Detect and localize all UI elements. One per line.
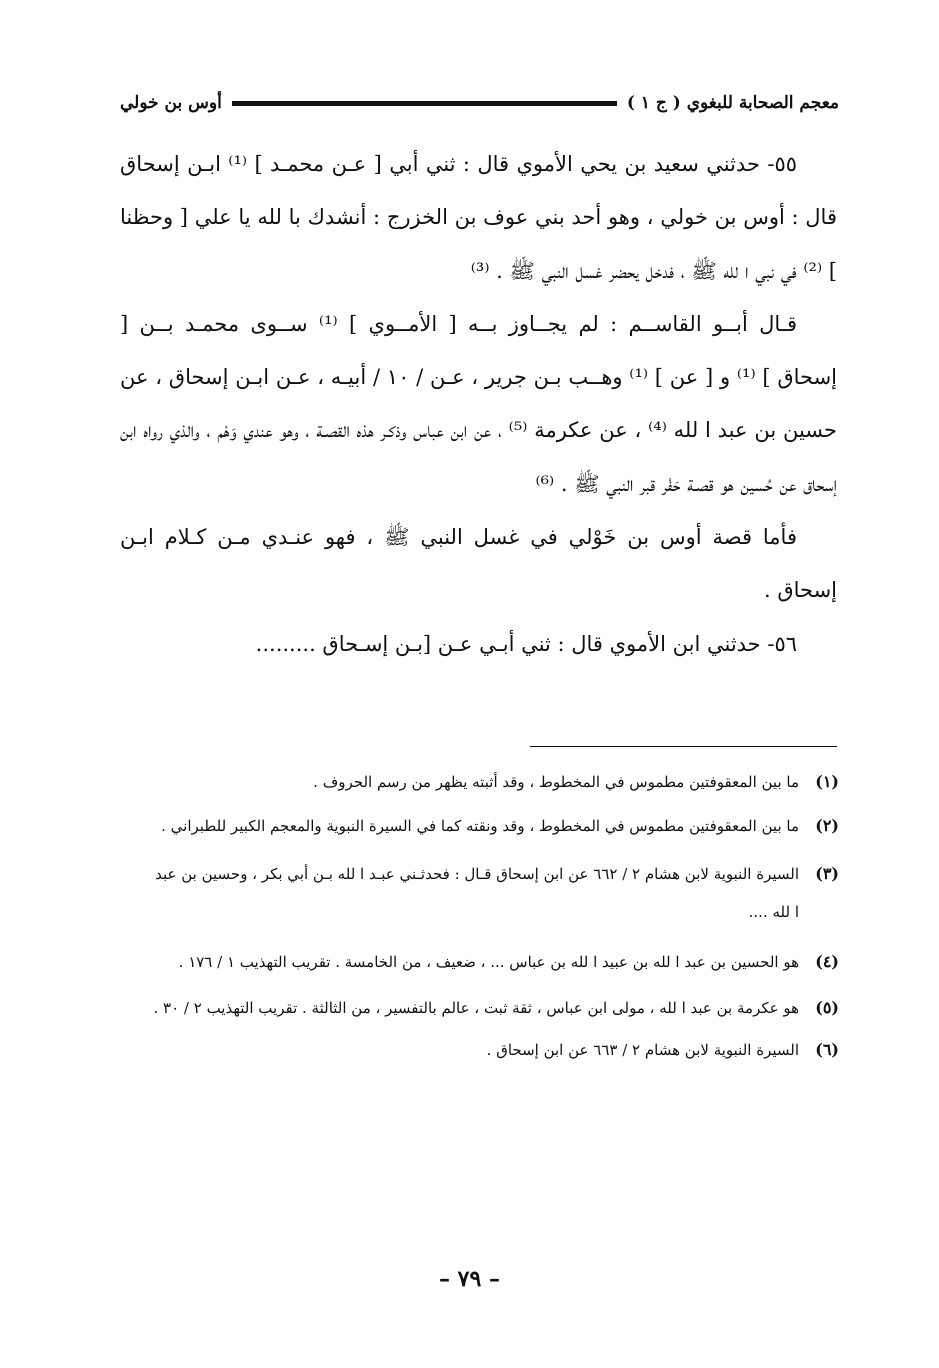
footnote-divider: [530, 746, 837, 747]
page-number: – ٧٩ –: [439, 1266, 500, 1292]
footnote-number: (٣): [815, 864, 839, 883]
footnote-3: [150, 855, 839, 931]
footnote-text: السيرة النبوية لابن هشام ٢ / ٦٦٣ عن ابن إسحاق .: [486, 1041, 799, 1059]
paragraph-aws-story: فأما قصة أوس بن خَوْلي في غسل النبي ﷺ ، فهو عنـدي مـن كـلام ابـن إسحاق .: [120, 525, 837, 603]
footnote-2: [150, 807, 839, 845]
footnote-number: (١): [815, 772, 839, 791]
header-rule: [232, 101, 617, 106]
footnote-text: ما بين المعقوفتين مطموس في المخطوط ، وقد ونقته كما في السيرة النبوية والمعجم الكبير للطبراني .: [161, 817, 799, 835]
paragraph-abu-alqasim: قـال أبــو القاســم : لم يجــاوز بــه [ الأمــوي ] ⁽¹⁾ ســوى محمـد بــن [ إسحاق ] ⁽¹⁾ و [ عن ] ⁽¹⁾ وهــب بـن جرير ، عـن / ١٠ / أبيـه ، عـن ابـن إسحاق ، عن حسين بن عبد ا لله ⁽⁴⁾ ، عن عكرمة ⁽⁵⁾ ، عن ابن عباس وذكـر هذه القصـة ، وهو عندي وَهْم ، والذي رواه ابن إسحاق عن حُسين هو قصـة حَفْر قبر النبي ﷺ . ⁽⁶⁾: [120, 311, 837, 496]
footnote-1: [150, 763, 839, 801]
footnote-number: (٥): [815, 998, 839, 1017]
running-header: [120, 88, 839, 118]
footnote-text: السيرة النبوية لابن هشام ٢ / ٦٦٢ عن ابن إسحاق قـال : فحدثـني عبـد ا لله بـن أبي بكر ، وحسين بن عبد ا لله ....: [155, 865, 799, 921]
book-title: معجم الصحابة للبغوي ( ج ١ ): [626, 93, 839, 113]
entry-name: أوس بن خولي: [120, 93, 222, 113]
footnote-number: (٦): [815, 1040, 839, 1059]
main-text: [120, 138, 837, 671]
footnote-text: هو عكرمة بن عبد ا لله ، مولى ابن عباس ، ثقة ثبت ، عالم بالتفسير ، من الثالثة . تقريب التهذيب ٢ / ٣٠ .: [153, 999, 799, 1017]
footnote-number: (٤): [815, 952, 839, 971]
footnote-4: [150, 943, 839, 981]
paragraph-56: ٥٦- حدثني ابن الأموي قال : ثني أبـي عـن [بـن إسـحاق .........: [255, 631, 797, 656]
footnotes: [150, 763, 839, 1069]
footnote-6: [150, 1031, 839, 1069]
paragraph-55: ٥٥- حدثني سعيد بن يحي الأموي قال : ثني أبي [ عـن محمـد ] ⁽¹⁾ ابـن إسحاق قال : أوس بن خولي ، وهو أحد بني عوف بن الخزرج : أنشدك با لله يا علي [ وحظنا ] ⁽²⁾ في نبي ا لله ﷺ ، فدخل يحضر غسل النبي ﷺ . ⁽³⁾: [120, 152, 837, 283]
footnote-text: هو الحسين بن عبد ا لله بن عبيد ا لله بن عباس ... ، ضعيف ، من الخامسة . تقريب التهذيب ١ / ١٧٦ .: [178, 953, 799, 971]
footnote-5: [150, 989, 839, 1027]
footnote-number: (٢): [815, 816, 839, 835]
footnote-text: ما بين المعقوفتين مطموس في المخطوط ، وقد أثبته يظهر من رسم الحروف .: [313, 773, 799, 791]
